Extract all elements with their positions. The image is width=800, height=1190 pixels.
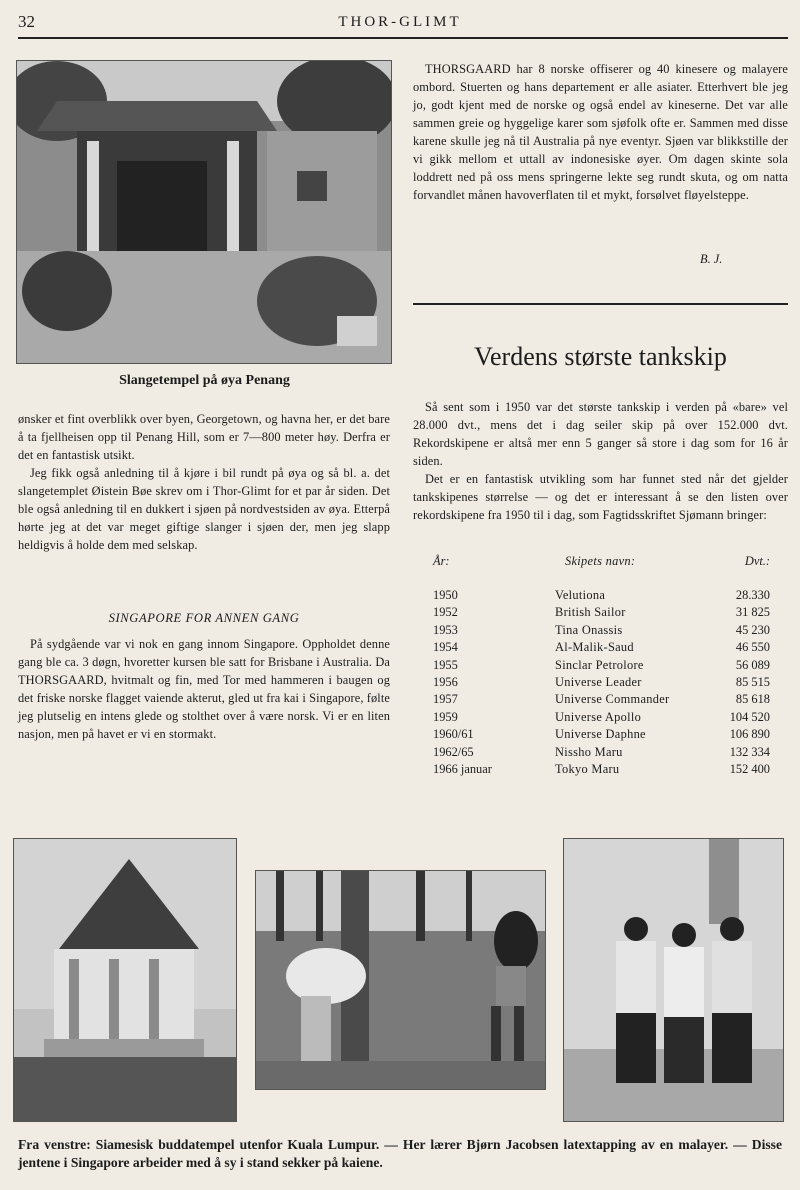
cell-year: 1966 januar [433,761,492,776]
snake-temple-photo [16,60,392,364]
table-row [425,658,770,675]
author-signature: B. J. [700,252,723,266]
cell-ship: Velutiona [555,588,606,602]
cell-year: 1953 [433,622,458,637]
cell-year: 1960/61 [433,727,474,742]
table-row [425,588,770,605]
cell-dwt: 104 520 [729,709,770,724]
cell-dwt: 85 618 [735,692,770,707]
left-paragraph: Jeg fikk også anledning til å kjøre i bil rundt på øya og så bl. a. det slangetemplet Øistein Bøe skrev om i Thor-Glimt for et par år siden. Det ble også anledning til en dukkert i sjøen på nordvestsiden av øya. Etterpå hørte jeg at det var meget giftige slanger i sjøen der, men jeg slapp heldigvis å holde dem med selskap. [18,466,390,552]
latex-tapping-photo [255,870,546,1090]
cell-dwt: 152 400 [729,761,770,776]
table-row [425,640,770,657]
table-row [425,745,770,762]
running-header: THOR-GLIMT [338,14,462,30]
cell-ship: Tokyo Maru [555,761,620,776]
tanker-record-table [425,554,770,779]
article-paragraph: Det er en fantastisk utvikling som har funnet sted når det gjelder tankskipenes størrelse — og det er interessant å se den listen over rekordskipene fra 1950 til i dag, som Fagtidsskriftet Sjømann bringer: [413,472,788,522]
cell-dwt: 45 230 [735,622,770,637]
header-rule [18,37,788,39]
cell-ship: Universe Commander [555,692,670,707]
left-paragraph: ønsker et fint overblikk over byen, Georgetown, og havna her, er det bare å ta fjellheisen opp til Penang Hill, som er 7—800 meter høy. Derfra er det en fantastisk utsikt. [18,412,390,462]
cell-year: 1959 [433,709,458,724]
cell-year: 1950 [433,588,458,602]
article-title: Verdens største tankskip [474,342,727,371]
column-header-year: År: [433,554,450,568]
cell-ship: Universe Daphne [555,727,646,742]
table-row [425,727,770,744]
column-header-dwt: Dvt.: [744,554,770,568]
table-row [425,623,770,640]
left-column-text [18,410,390,554]
cell-ship: British Sailor [555,605,626,620]
cell-dwt: 132 334 [729,744,770,759]
photo-caption-snake-temple: Slangetempel på øya Penang [119,373,290,388]
buddhist-temple-photo [13,838,237,1122]
singapore-paragraph: På sydgående var vi nok en gang innom Singapore. Oppholdet denne gang ble ca. 3 døgn, hvoretter kursen ble satt for Brisbane i Australia. Da THORSGAARD, hvitmalt og fin, med Tor med hammeren i baugen og det friske norske flagget vaiende akterut, gled ut fra kai i Singapore, følte jeg plutselig en intens glede og stolthet over å være norsk. Vi er en liten nasjon, men på havet er vi en stormakt. [18,637,390,741]
intro-paragraph: THORSGAARD har 8 norske offiserer og 40 kinesere og malayere ombord. Stuerten og hans departement er alle asiater. Etterhvert ble jeg jo, godt kjent med de norske og også endel av kineserne. Det var alle sammen greie og hyggelige karer som sjøfolk ofte er. Sammen med disse karene skulle jeg nå til Australia på nye eventyr. Sjøen var blikkstille der vi gikk mellom et uttall av indonesiske øyer. Om dagen skinte sola loddrett ned på oss mens springerne lekte seg rundt skuta, og om natta forvandlet månen havoverflaten til et mykt, forsølvet fløyelsteppe. [413,62,788,202]
table-row [425,710,770,727]
cell-ship: Universe Apollo [555,709,642,724]
cell-year: 1952 [433,605,458,620]
cell-dwt: 85 515 [735,674,770,689]
cell-dwt: 46 550 [735,640,770,655]
section-rule [413,303,788,305]
cell-ship: Nissho Maru [555,744,623,759]
cell-year: 1957 [433,692,458,707]
cell-dwt: 106 890 [729,727,770,742]
cell-year: 1955 [433,657,458,672]
cell-dwt: 31 825 [735,605,770,620]
cell-dwt: 28.330 [735,588,770,602]
table-header [425,554,770,588]
cell-year: 1962/65 [433,744,474,759]
cell-ship: Tina Onassis [555,622,623,637]
cell-ship: Sinclar Petrolore [555,657,644,672]
section-subheading: SINGAPORE FOR ANNEN GANG [108,611,300,625]
table-row [425,675,770,692]
column-header-ship: Skipets navn: [565,554,636,568]
table-row [425,762,770,779]
cell-year: 1954 [433,640,458,655]
page-number: 32 [18,12,35,31]
table-row [425,605,770,622]
cell-year: 1956 [433,674,458,689]
bottom-photos-caption: Fra venstre: Siamesisk buddatempel utenfor Kuala Lumpur. — Her lærer Bjørn Jacobsen latextapping av en malayer. — Disse jentene i Singapore arbeider med å sy i stand sekker på kaiene. [18,1137,782,1170]
table-row [425,692,770,709]
article-paragraph: Så sent som i 1950 var det største tankskip i verden på «bare» vel 28.000 dvt., mens det i dag seiler skip på over 152.000 dvt. Rekordskipene er altså mer enn 5 ganger så store i dag som for 16 år siden. [413,400,788,468]
cell-ship: Al-Malik-Saud [555,640,634,655]
cell-ship: Universe Leader [555,674,642,689]
article-body [413,398,788,524]
singapore-girls-photo [563,838,784,1122]
cell-dwt: 56 089 [735,657,770,672]
